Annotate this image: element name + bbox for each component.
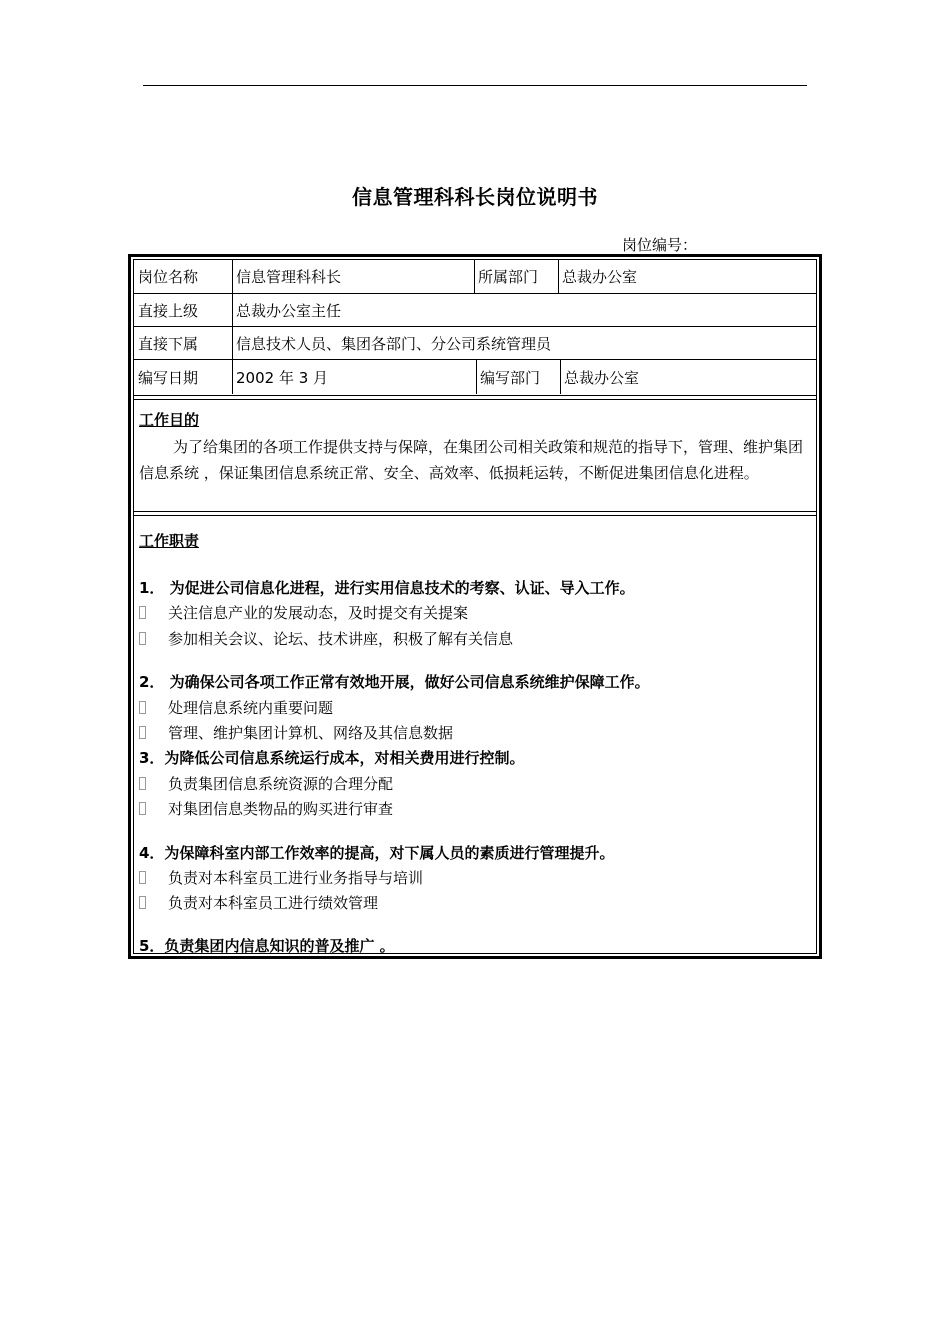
value-compile-department: 总裁办公室 <box>564 368 640 387</box>
value-compile-date: 2002 年 3 月 <box>236 368 329 387</box>
duty-bullet: 负责对本科室员工进行绩效管理 <box>139 892 378 913</box>
duties-heading: 工作职责 <box>139 532 200 550</box>
row-direct-superior <box>134 294 816 327</box>
duty-item-3: 3．为降低公司信息系统运行成本，对相关费用进行控制。 <box>139 749 525 767</box>
duty-bullet: 负责对本科室员工进行业务指导与培训 <box>139 867 423 888</box>
bullet-square-icon <box>139 726 146 739</box>
section-divider <box>134 395 816 400</box>
value-direct-subordinate: 信息技术人员、集团各部门、分公司系统管理员 <box>236 334 552 353</box>
duty-bullet: 管理、维护集团计算机、网络及其信息数据 <box>139 722 453 743</box>
duty-bullet: 处理信息系统内重要问题 <box>139 697 333 718</box>
purpose-heading: 工作目的 <box>139 411 200 429</box>
duty-item-4: 4．为保障科室内部工作效率的提高，对下属人员的素质进行管理提升。 <box>139 844 615 862</box>
duty-bullet: 参加相关会议、论坛、技术讲座，积极了解有关信息 <box>139 628 513 649</box>
label-position-name: 岗位名称 <box>138 268 199 286</box>
bullet-square-icon <box>139 632 146 645</box>
value-direct-superior: 总裁办公室主任 <box>236 301 342 320</box>
label-department: 所属部门 <box>478 268 539 286</box>
bullet-square-icon <box>139 777 146 790</box>
duty-bullet: 关注信息产业的发展动态，及时提交有关提案 <box>139 602 468 623</box>
value-position-name: 信息管理科科长 <box>236 268 342 286</box>
header-rule <box>143 85 807 86</box>
section-divider <box>134 511 816 516</box>
post-number-field <box>622 234 807 255</box>
label-compile-date: 编写日期 <box>138 368 199 387</box>
label-direct-superior: 直接上级 <box>138 301 199 320</box>
bullet-square-icon <box>139 896 146 909</box>
bullet-square-icon <box>139 606 146 619</box>
job-description-table <box>128 254 822 959</box>
row-direct-subordinate <box>134 327 816 360</box>
row-compile-date <box>134 360 816 394</box>
label-direct-subordinate: 直接下属 <box>138 334 199 353</box>
post-number-blank <box>699 238 807 255</box>
bullet-square-icon <box>139 802 146 815</box>
purpose-text: 为了给集团的各项工作提供支持与保障，在集团公司相关政策和规范的指导下，管理、维护集团信息系统 ，保证集团信息系统正常、安全、高效率、低损耗运转，不断促进集团信息化进程。 <box>139 438 804 482</box>
duty-item-2: 2． 为确保公司各项工作正常有效地开展，做好公司信息系统维护保障工作。 <box>139 673 650 691</box>
bullet-square-icon <box>139 701 146 714</box>
page-title: 信息管理科科长岗位说明书 <box>352 185 598 209</box>
label-compile-department: 编写部门 <box>480 368 541 387</box>
value-department: 总裁办公室 <box>562 268 638 286</box>
bullet-square-icon <box>139 871 146 884</box>
duty-item-5: 5．负责集团内信息知识的普及推广 。 <box>139 937 395 955</box>
table-inner <box>133 259 817 954</box>
duty-bullet: 负责集团信息系统资源的合理分配 <box>139 773 393 794</box>
duty-item-1: 1． 为促进公司信息化进程，进行实用信息技术的考察、认证、导入工作。 <box>139 579 635 597</box>
post-number-label: 岗位编号： <box>621 236 697 254</box>
row-position-name <box>134 260 816 294</box>
duty-bullet: 对集团信息类物品的购买进行审查 <box>139 798 393 819</box>
